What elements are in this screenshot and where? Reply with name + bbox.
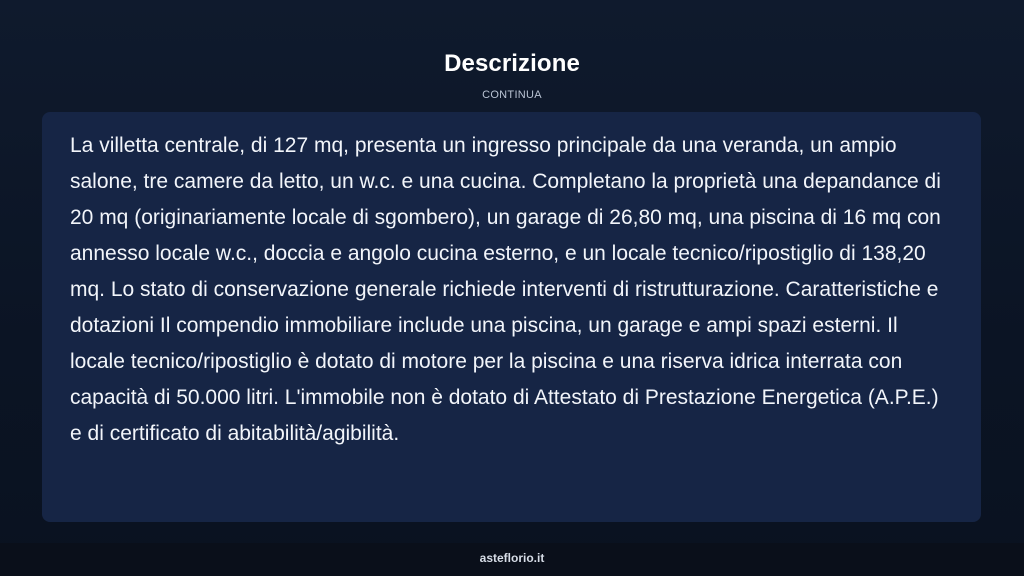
continue-label: CONTINUA <box>482 89 542 101</box>
description-card <box>42 112 981 522</box>
footer <box>0 543 1024 576</box>
page-title: Descrizione <box>444 50 580 77</box>
description-text: La villetta centrale, di 127 mq, presenta un ingresso principale da una veranda, un ampio salone, tre camere da letto, un w.c. e una cucina. Completano la proprietà una depandance di 20 mq (originariamente locale di sgombero), un garage di 26,80 mq, una piscina di 16 mq con annesso locale w.c., doccia e angolo cucina esterno, e un locale tecnico/ripostiglio di 138,20 mq. Lo stato di conservazione generale richiede interventi di ristrutturazione. Caratteristiche e dotazioni Il compendio immobiliare include una piscina, un garage e ampi spazi esterni. Il locale tecnico/ripostiglio è dotato di motore per la piscina e una riserva idrica interrata con capacità di 50.000 litri. L'immobile non è dotato di Attestato di Prestazione Energetica (A.P.E.) e di certificato di abitabilità/agibilità. <box>70 134 941 445</box>
site-name: asteflorio.it <box>479 551 545 565</box>
